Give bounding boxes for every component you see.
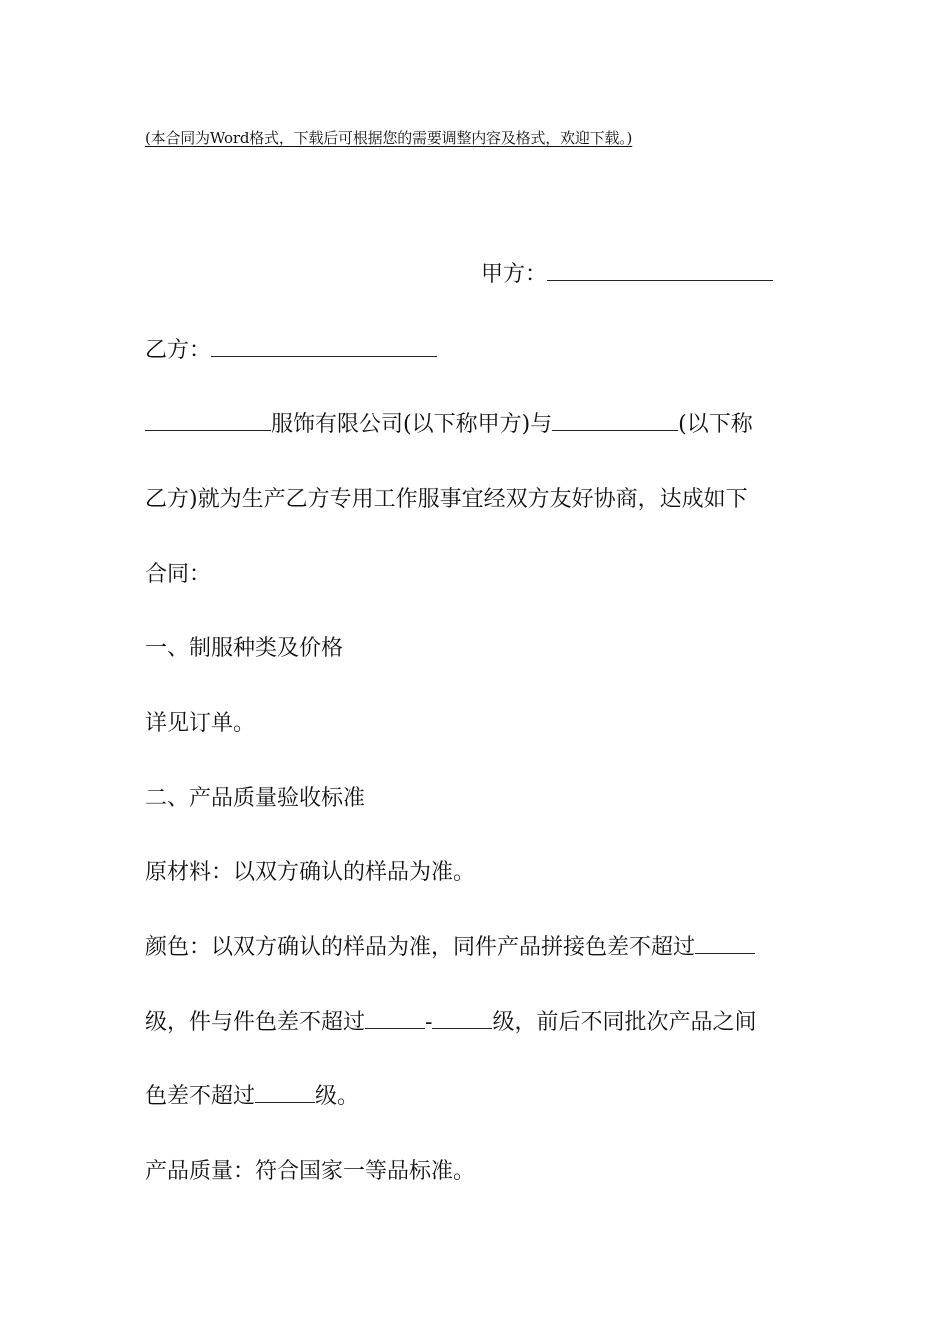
section1-body: 详见订单。 (145, 711, 256, 736)
party-a-blank (547, 260, 773, 281)
section2-title: 二、产品质量验收标准 (145, 786, 366, 811)
section1-title: 一、制服种类及价格 (145, 636, 344, 661)
party-b-label: 乙方： (145, 338, 212, 363)
piece-grade-max-blank (432, 1008, 492, 1029)
intro-line-2: 乙方)就为生产乙方专用工作服事宜经双方友好协商，达成如下 (145, 487, 748, 512)
party-b-field (145, 335, 810, 367)
quality-text: 产品质量：符合国家一等品标准。 (145, 1159, 476, 1184)
color-line-1-text: 颜色：以双方确认的样品为准，同件产品拼接色差不超过 (145, 935, 696, 960)
company-blank (145, 410, 271, 431)
intro-part2: (以下称 (678, 412, 753, 437)
intro-part1: 服饰有限公司(以下称甲方)与 (271, 412, 553, 437)
color-line-3 (145, 1081, 810, 1113)
piece-grade-min-blank (365, 1008, 425, 1029)
color-line-3-text-a: 色差不超过 (145, 1084, 256, 1109)
party-b-blank (211, 336, 437, 357)
color-line-2-text-a: 级，件与件色差不超过 (145, 1010, 366, 1035)
materials-text: 原材料：以双方确认的样品为准。 (145, 860, 476, 885)
color-line-1 (145, 932, 810, 964)
splice-grade-blank (695, 933, 755, 954)
batch-grade-blank (255, 1082, 315, 1103)
party-b-name-blank (552, 410, 678, 431)
download-notice: (本合同为Word格式，下载后可根据您的需要调整内容及格式，欢迎下载。) (145, 129, 633, 147)
party-a-field (481, 259, 801, 291)
color-line-2 (145, 1007, 810, 1039)
color-line-2-dash: - (425, 1010, 433, 1035)
party-a-label: 甲方： (481, 262, 548, 287)
intro-line-3: 合同： (145, 562, 212, 587)
color-line-2-text-b: 级，前后不同批次产品之间 (492, 1010, 757, 1035)
color-line-3-text-b: 级。 (315, 1084, 360, 1109)
intro-line-1 (145, 409, 810, 441)
